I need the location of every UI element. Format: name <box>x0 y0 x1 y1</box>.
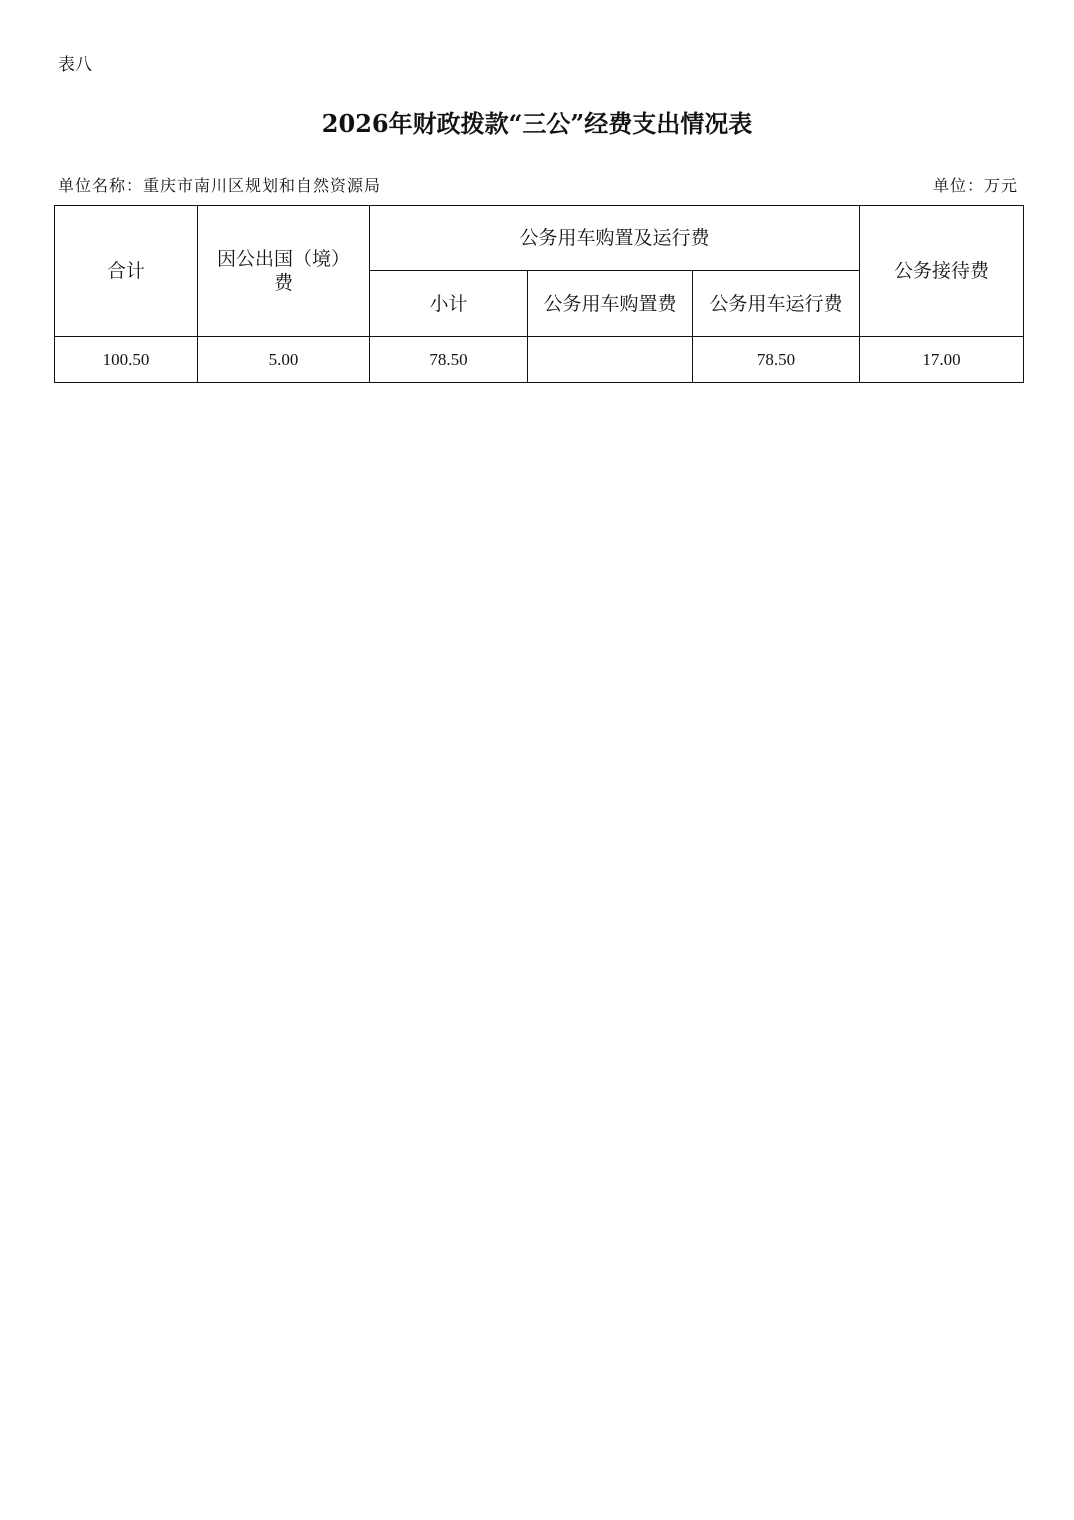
cell-vehicle-purchase <box>528 337 693 383</box>
cell-subtotal: 78.50 <box>370 337 528 383</box>
header-reception: 公务接待费 <box>860 206 1024 337</box>
unit-measure: 单位：万元 <box>932 176 1018 195</box>
header-total: 合计 <box>55 206 198 337</box>
cell-overseas: 5.00 <box>198 337 370 383</box>
header-row-1 <box>55 206 1024 271</box>
page-title: 2026年财政拨款“三公”经费支出情况表 <box>321 109 753 138</box>
table-row <box>55 337 1024 383</box>
cell-total: 100.50 <box>55 337 198 383</box>
header-vehicle-purchase: 公务用车购置费 <box>528 271 693 337</box>
header-overseas: 因公出国（境）费 <box>198 206 370 337</box>
expense-table <box>54 205 1024 383</box>
header-vehicle-operation: 公务用车运行费 <box>693 271 860 337</box>
cell-reception: 17.00 <box>860 337 1024 383</box>
header-subtotal: 小计 <box>370 271 528 337</box>
unit-name: 单位名称：重庆市南川区规划和自然资源局 <box>58 176 382 195</box>
table-label: 表八 <box>58 55 92 75</box>
cell-vehicle-operation: 78.50 <box>693 337 860 383</box>
header-vehicle-group: 公务用车购置及运行费 <box>370 206 860 271</box>
